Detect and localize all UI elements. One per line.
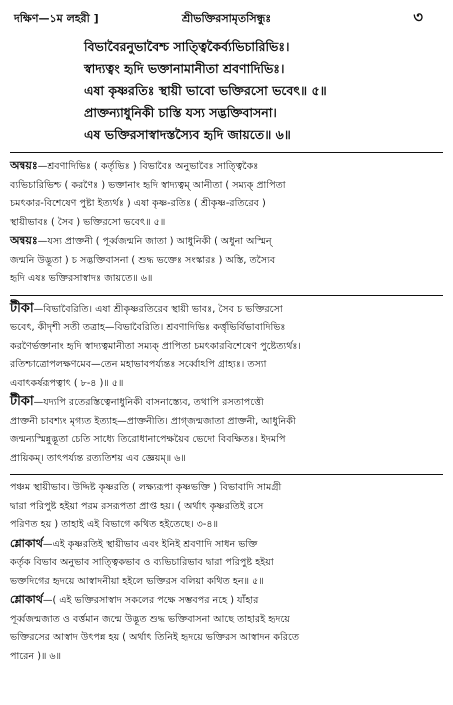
anvaya-text: স্থায়ীভাবঃ ( সৈব ) ভক্তিরসো ভবেৎ॥ ৫॥ [10, 216, 166, 228]
divider [10, 152, 443, 153]
commentary-text: পরিণত হয় ) তাহাই এই বিভাগে কথিত হইতেছে। ৩-৪॥ [10, 519, 219, 530]
verse-line: এষা কৃষ্ণরতিঃ স্থায়ী ভাবো ভক্তিরসো ভবেৎ॥ ৫॥ [84, 83, 327, 98]
commentary-text: দ্বারা পরিপুষ্ট হইয়া পরম রসরূপতা প্রাপ্ত হয়। ( অর্থাৎ কৃষ্ণরতিই রসে [10, 500, 264, 512]
shlokartha-text: পারেন )॥ ৬॥ [10, 650, 62, 662]
verse-line: স্বাদ্যত্বং হৃদি ভক্তানামানীতা শ্রবণাদিভিঃ। [84, 61, 285, 76]
verse-line: এষ ভক্তিরসাস্বাদস্তস্যৈব হৃদি জায়তে॥ ৬॥ [84, 127, 291, 142]
anvaya-text: চমৎকার-বিশেষেণ পুষ্টা ইত্যর্থঃ ) এষা কৃষ্ণ-রতিঃ ( শ্রীকৃষ্ণ-রতিরেব ) [10, 198, 266, 209]
tika-text: —বিভাবৈরিতি। এষা শ্রীকৃষ্ণরতিরেব স্থায়ী ভাবঃ, সৈব চ ভক্তিরসো [33, 303, 283, 315]
commentary-text: পঞ্চম স্থায়ীভাব। উদ্দিষ্ট কৃষ্ণরতি ( লক্ষ্যরূপা কৃষ্ণভক্তি ) বিভাবাদি সামগ্রী [10, 482, 282, 493]
chapter-heading: দক্ষিণ—১ম লহরী ] [14, 12, 99, 25]
tika-label: টীকা [10, 394, 34, 409]
tika-text: জন্মন্যস্মিন্নুদ্ভূতা চেতি সাধ্যে তিরোধানাপেক্ষয়ৈব ভেদো বিবক্ষিতঃ। ইদমপি [10, 434, 286, 445]
tika-label: টীকা [10, 300, 34, 316]
tika-text: প্রায়িকম্। তাৎপর্য্যন্ত রত্যতিশয় এব জ্ঞেয়ম্॥ ৬॥ [10, 452, 186, 464]
tika-text: প্রাক্তনী চাবশ্যং মৃগ্যত ইত্যাহ—প্রাক্তনীতি। প্রাগ্জন্মজাতা প্রাক্তনী, আধুনিকী [10, 415, 296, 427]
tika-text: ভবেৎ, কীদৃশী সতী তত্রাহ—বিভাবৈরিতি। শ্রবণাদিভিঃ কর্ত্তৃভির্বিভাবাদিভিঃ [10, 322, 286, 333]
bengali-commentary [10, 479, 443, 666]
tika-section [10, 300, 443, 469]
tika-text: —যদ্যপি রতেরস্তিত্বেনাধুনিকী বাসনাস্ত্যেব, তথাপি রসতাপত্তৌ [33, 397, 264, 408]
anvaya-text: জন্মনি উদ্ভূতা ) চ সদ্ভক্তিবাসনা ( শুদ্ধ ভক্তেঃ সংস্কারঃ ) অস্তি, তস্যৈব [10, 254, 276, 266]
verse-line: প্রাক্তন্যাধুনিকী চাস্তি যস্য সদ্ভক্তিবাসনা। [84, 105, 277, 120]
shlokartha-text: কর্তৃক বিভাব অনুভাব সাত্ত্বিকভাব ও ব্যভিচারিভাব দ্বারা পরিপুষ্ট হইয়া [10, 557, 274, 568]
verse-line: বিভাবৈরনুভাবৈশ্চ সাত্ত্বিকৈর্ব্যভিচারিভিঃ। [84, 39, 290, 54]
shlokartha-text: পূর্ব্বজন্মজাত ও বর্ত্তমান জন্মে উদ্ভূত শুদ্ধ ভক্তিবাসনা আছে তাহারই হৃদয়ে [10, 613, 290, 625]
anvaya-label: অন্বয়ঃ [10, 159, 38, 172]
sanskrit-verses [84, 36, 443, 146]
anvaya-section [10, 157, 443, 289]
page-number: ৩ [413, 8, 423, 26]
anvaya-text: হৃদি এষঃ ভক্তিরসাস্বাদঃ জায়তে॥ ৬॥ [10, 273, 153, 284]
tika-text: এবাৎকর্ষরূপত্বাৎ ( ৮-৪ )॥ ৫॥ [10, 377, 124, 389]
anvaya-text: ব্যভিচারিভিশ্চ ( করণৈঃ ) ভক্তানাং হৃদি স্বাদ্যত্বম্ আনীতা ( সম্যক্ প্রাপিতা [10, 179, 286, 191]
anvaya-label: অন্বয়ঃ [10, 234, 38, 247]
shlokartha-text: ভক্তদিগের হৃদয়ে আস্বাদনীয়া হইলে ভক্তিরস বলিয়া কথিত হন॥ ৫॥ [10, 575, 264, 587]
tika-text: করণৈর্ভক্তানাং হৃদি স্বাদ্যত্বমানীতা সম্যক্ প্রাপিতা চমৎকারবিশেষেণ পুষ্টেত্যর্থঃ। [10, 340, 301, 352]
book-title: শ্রীভক্তিরসামৃতসিন্ধুঃ [181, 12, 272, 25]
shlokartha-text: —( এই ভক্তিরসাস্বাদ সকলের পক্ষে সম্ভবপর নহে ) যাঁহার [42, 595, 259, 606]
anvaya-text: —যস্য প্রাক্তনী ( পূর্ব্বজন্মনি জাতা ) আধুনিকী ( অধুনা অস্মিন্ [37, 236, 272, 247]
divider [10, 295, 443, 296]
shlokartha-label: শ্লোকার্থ [10, 536, 43, 550]
divider [10, 474, 443, 475]
shlokartha-text: ভক্তিরসের আস্বাদ উৎপন্ন হয় ( অর্থাৎ তিনিই হৃদয়ে ভক্তিরস আস্বাদন করিতে [10, 632, 300, 643]
page-header [10, 6, 443, 28]
anvaya-text: —শ্রবণাদিভিঃ ( কর্তৃভিঃ ) বিভাবৈঃ অনুভাবৈঃ সাত্ত্বিকৈঃ [37, 161, 259, 172]
shlokartha-label: শ্লোকার্থ [10, 593, 43, 606]
tika-text: রতিশ্চাত্রোপলক্ষণমেব—তেন মহাভাবপর্য্যন্তঃ সর্ব্বোঽপি গ্রাহ্যঃ। তস্যা [10, 359, 267, 370]
shlokartha-text: —এই কৃষ্ণরতিই স্থায়ীভাব এবং ইনিই শ্রবণাদি সাধন ভক্তি [42, 538, 258, 550]
